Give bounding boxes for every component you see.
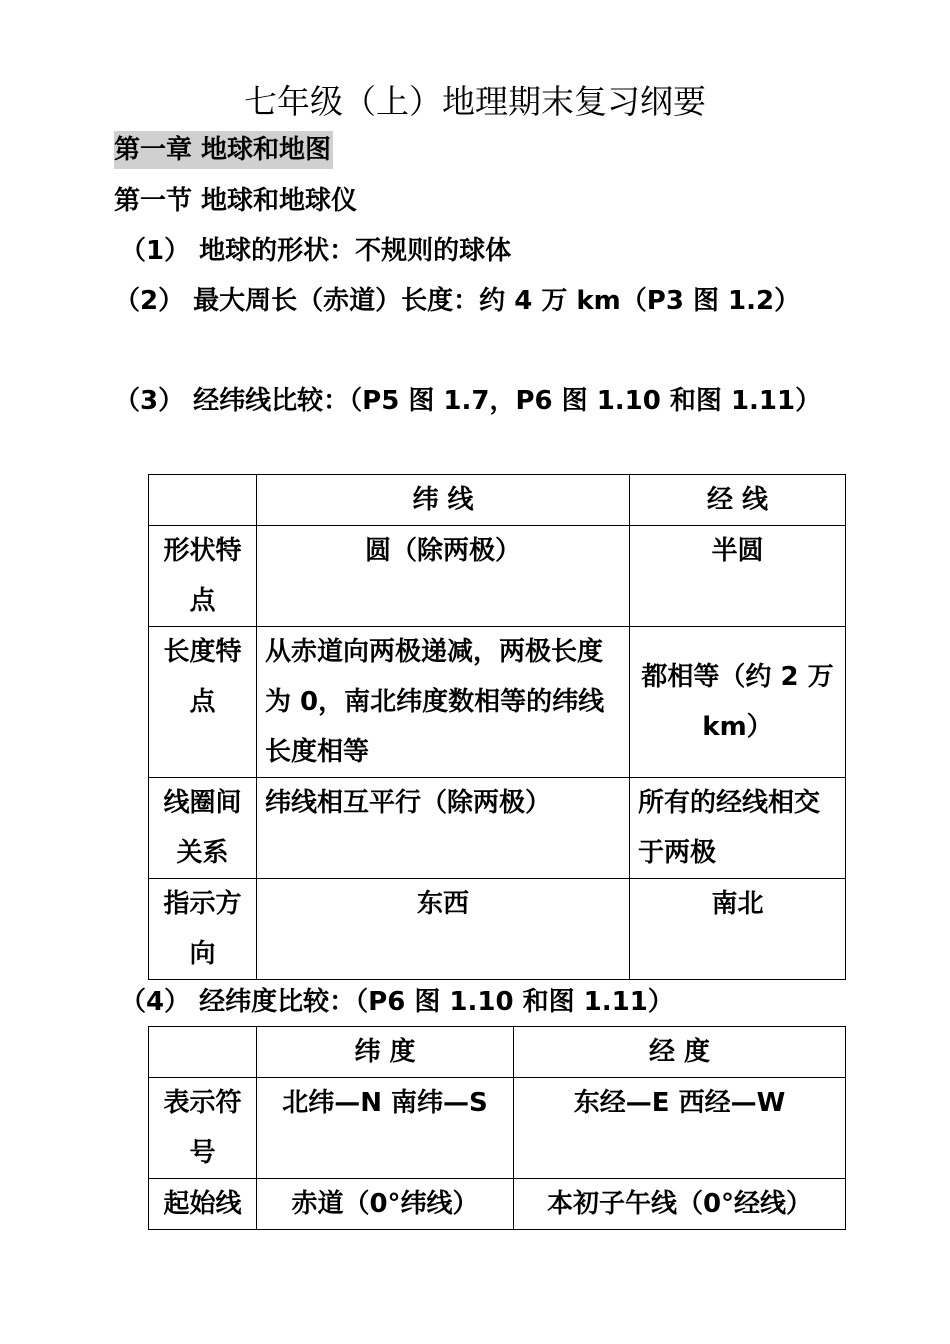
- table-cell: 纬线相互平行（除两极）: [257, 778, 630, 879]
- table-cell: 东西: [257, 879, 630, 980]
- table-header-cell: 经 度: [514, 1027, 846, 1078]
- document-title: 七年级（上）地理期末复习纲要: [244, 82, 706, 121]
- table-cell: 东经—E 西经—W: [514, 1078, 846, 1179]
- item-2: （2） 最大周长（赤道）长度：约 4 万 km（P3 图 1.2）: [114, 286, 801, 316]
- table-header-cell: 经 线: [630, 475, 846, 526]
- table-cell: 赤道（0°纬线）: [257, 1179, 514, 1230]
- table-row: [149, 1078, 846, 1179]
- table-header-cell: [149, 475, 257, 526]
- table-header-row: [149, 475, 846, 526]
- table-row: [149, 1179, 846, 1230]
- table-row: [149, 879, 846, 980]
- row-label: 起始线: [149, 1179, 257, 1230]
- graticule-comparison-table: [148, 474, 846, 980]
- table-header-row: [149, 1027, 846, 1078]
- table-cell: 南北: [630, 879, 846, 980]
- table-cell: 圆（除两极）: [257, 526, 630, 627]
- row-label: 线圈间关系: [149, 778, 257, 879]
- table-cell: 所有的经线相交于两极: [630, 778, 846, 879]
- item-4: （4） 经纬度比较：（P6 图 1.10 和图 1.11）: [120, 987, 674, 1017]
- row-label: 指示方向: [149, 879, 257, 980]
- row-label: 表示符号: [149, 1078, 257, 1179]
- table-cell: 半圆: [630, 526, 846, 627]
- table-header-cell: 纬 度: [257, 1027, 514, 1078]
- table-cell: 从赤道向两极递减，两极长度为 0，南北纬度数相等的纬线长度相等: [257, 627, 630, 778]
- table-cell: 都相等（约 2 万 km）: [630, 627, 846, 778]
- lat-lon-degree-table: [148, 1026, 846, 1230]
- row-label: 长度特点: [149, 627, 257, 778]
- table-cell: 北纬—N 南纬—S: [257, 1078, 514, 1179]
- table-row: [149, 526, 846, 627]
- table-header-cell: [149, 1027, 257, 1078]
- item-1: （1） 地球的形状：不规则的球体: [120, 236, 512, 266]
- row-label: 形状特点: [149, 526, 257, 627]
- table-row: [149, 778, 846, 879]
- item-3: （3） 经纬线比较：（P5 图 1.7，P6 图 1.10 和图 1.11）: [114, 386, 822, 416]
- table-row: [149, 627, 846, 778]
- section-heading: 第一节 地球和地球仪: [114, 186, 358, 216]
- table-cell: 本初子午线（0°经线）: [514, 1179, 846, 1230]
- chapter-heading: 第一章 地球和地图: [114, 131, 333, 169]
- table-header-cell: 纬 线: [257, 475, 630, 526]
